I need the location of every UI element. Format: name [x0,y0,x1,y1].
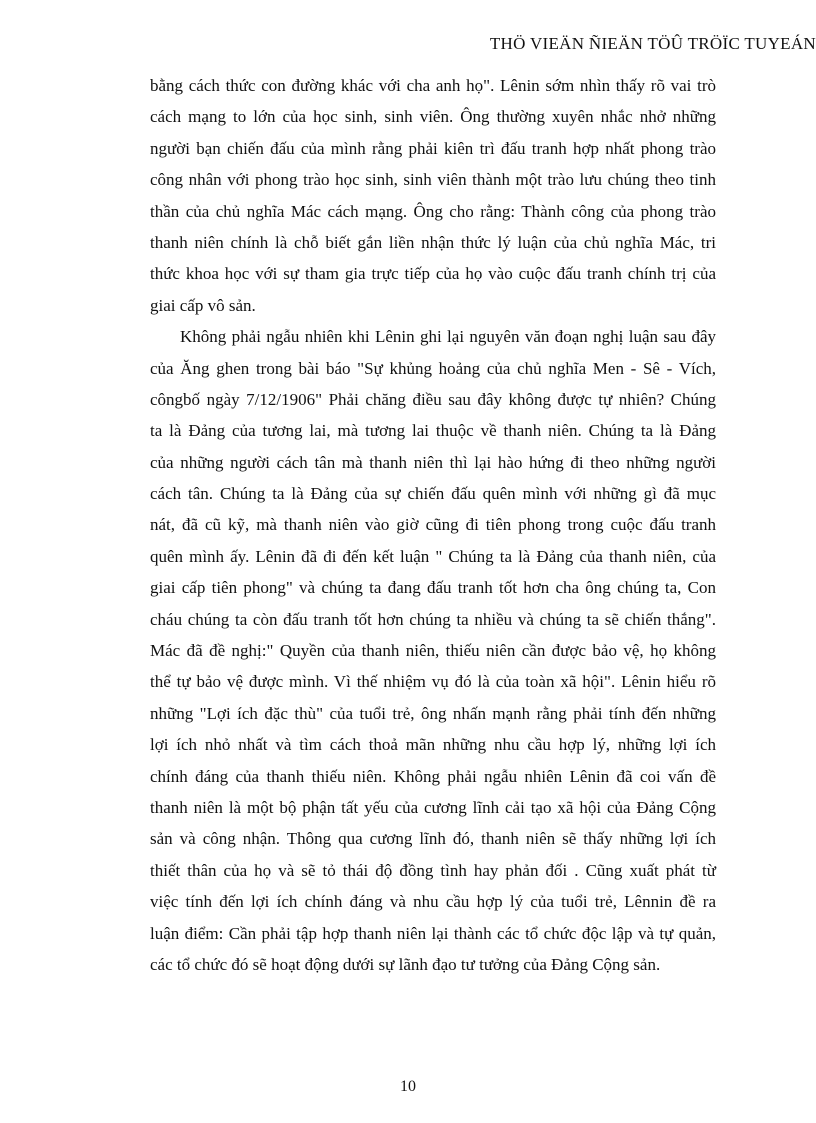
text-line: Không phải ngẫu nhiên khi Lênin ghi lại nguyên văn đoạn nghị luận sau đây [180,327,716,347]
text-line: những "Lợi ích đặc thù" của tuổi trẻ, ông nhấn mạnh rằng phải tính đến những [150,703,716,723]
text-line: cách tân. Chúng ta là Đảng của sự chiến đấu quên mình với những gì đã mục [150,484,716,504]
text-line: lợi ích nhỏ nhất và tìm cách thoả mãn những nhu cầu hợp lý, những lợi ích [150,735,716,755]
text-line: của những người cách tân mà thanh niên thì lại hào hứng đi theo những người [150,452,716,472]
text-line: thể tự bảo vệ được mình. Vì thế nhiệm vụ đó là của toàn xã hội". Lênin hiểu rõ [150,672,716,692]
text-line: thức khoa học với sự tham gia trực tiếp của họ vào cuộc đấu tranh chính trị của [150,264,716,284]
text-line: cháu chúng ta còn đấu tranh tốt hơn chúng ta nhiều và chúng ta sẽ chiến thắng". [150,609,716,629]
text-line: công nhân với phong trào học sinh, sinh viên thành một trào lưu chúng theo tinh [150,170,716,190]
text-line: Mác đã đề nghị:" Quyền của thanh niên, thiếu niên cần được bảo vệ, họ không [150,641,716,661]
body-text [150,70,716,980]
text-line: sản và công nhận. Thông qua cương lĩnh đó, thanh niên sẽ thấy những lợi ích [150,829,716,849]
text-line: giai cấp vô sản. [150,295,256,315]
text-line: các tổ chức đó sẽ hoạt động dưới sự lãnh đạo tư tưởng của Đảng Cộng sản. [150,954,661,974]
text-line: của Ăng ghen trong bài báo "Sự khủng hoảng của chủ nghĩa Men - Sê - Vích, [150,358,716,378]
text-line: thiết thân của họ và sẽ tỏ thái độ đồng tình hay phản đối . Cũng xuất phát từ [150,860,716,880]
text-line: thanh niên là một bộ phận tất yếu của cương lĩnh cải tạo xã hội của Đảng Cộng [150,797,716,817]
text-line: quên mình ấy. Lênin đã đi đến kết luận " Chúng ta là Đảng của thanh niên, của [150,546,716,566]
text-line: chính đáng của thanh thiếu niên. Không phải ngẫu nhiên Lênin đã coi vấn đề [150,766,716,786]
page-number: 10 [400,1078,416,1095]
text-line: thanh niên chính là chỗ biết gắn liền nhận thức lý luận của chủ nghĩa Mác, tri [150,232,716,252]
text-line: giai cấp tiên phong" và chúng ta đang đấu tranh tốt hơn cha ông chúng ta, Con [150,578,716,598]
text-line: côngbố ngày 7/12/1906" Phải chăng điều sau đây không được tự nhiên? Chúng [150,389,716,409]
text-line: ta là Đảng của tương lai, mà tương lai thuộc về thanh niên. Chúng ta là Đảng [150,421,716,441]
running-header: THÖ VIEÄN ÑIEÄN TÖÛ TRÖÏC TUYEÁN [489,34,816,53]
text-line: cách mạng to lớn của học sinh, sinh viên. Ông thường xuyên nhắc nhở những [150,107,716,127]
text-line: người bạn chiến đấu của mình rằng phải kiên trì đấu tranh hợp nhất phong trào [150,138,716,158]
text-line: thần của chủ nghĩa Mác cách mạng. Ông cho rằng: Thành công của phong trào [150,201,716,221]
text-line: nát, đã cũ kỹ, mà thanh niên vào giờ cũng đi tiên phong trong cuộc đấu tranh [150,515,716,535]
text-line: luận điểm: Cần phải tập hợp thanh niên lại thành các tổ chức độc lập và tự quản, [150,923,716,943]
text-line: việc tính đến lợi ích chính đáng và nhu cầu hợp lý của tuổi trẻ, Lênnin đề ra [150,892,716,912]
text-line: bằng cách thức con đường khác với cha anh họ". Lênin sớm nhìn thấy rõ vai trò [150,76,716,95]
